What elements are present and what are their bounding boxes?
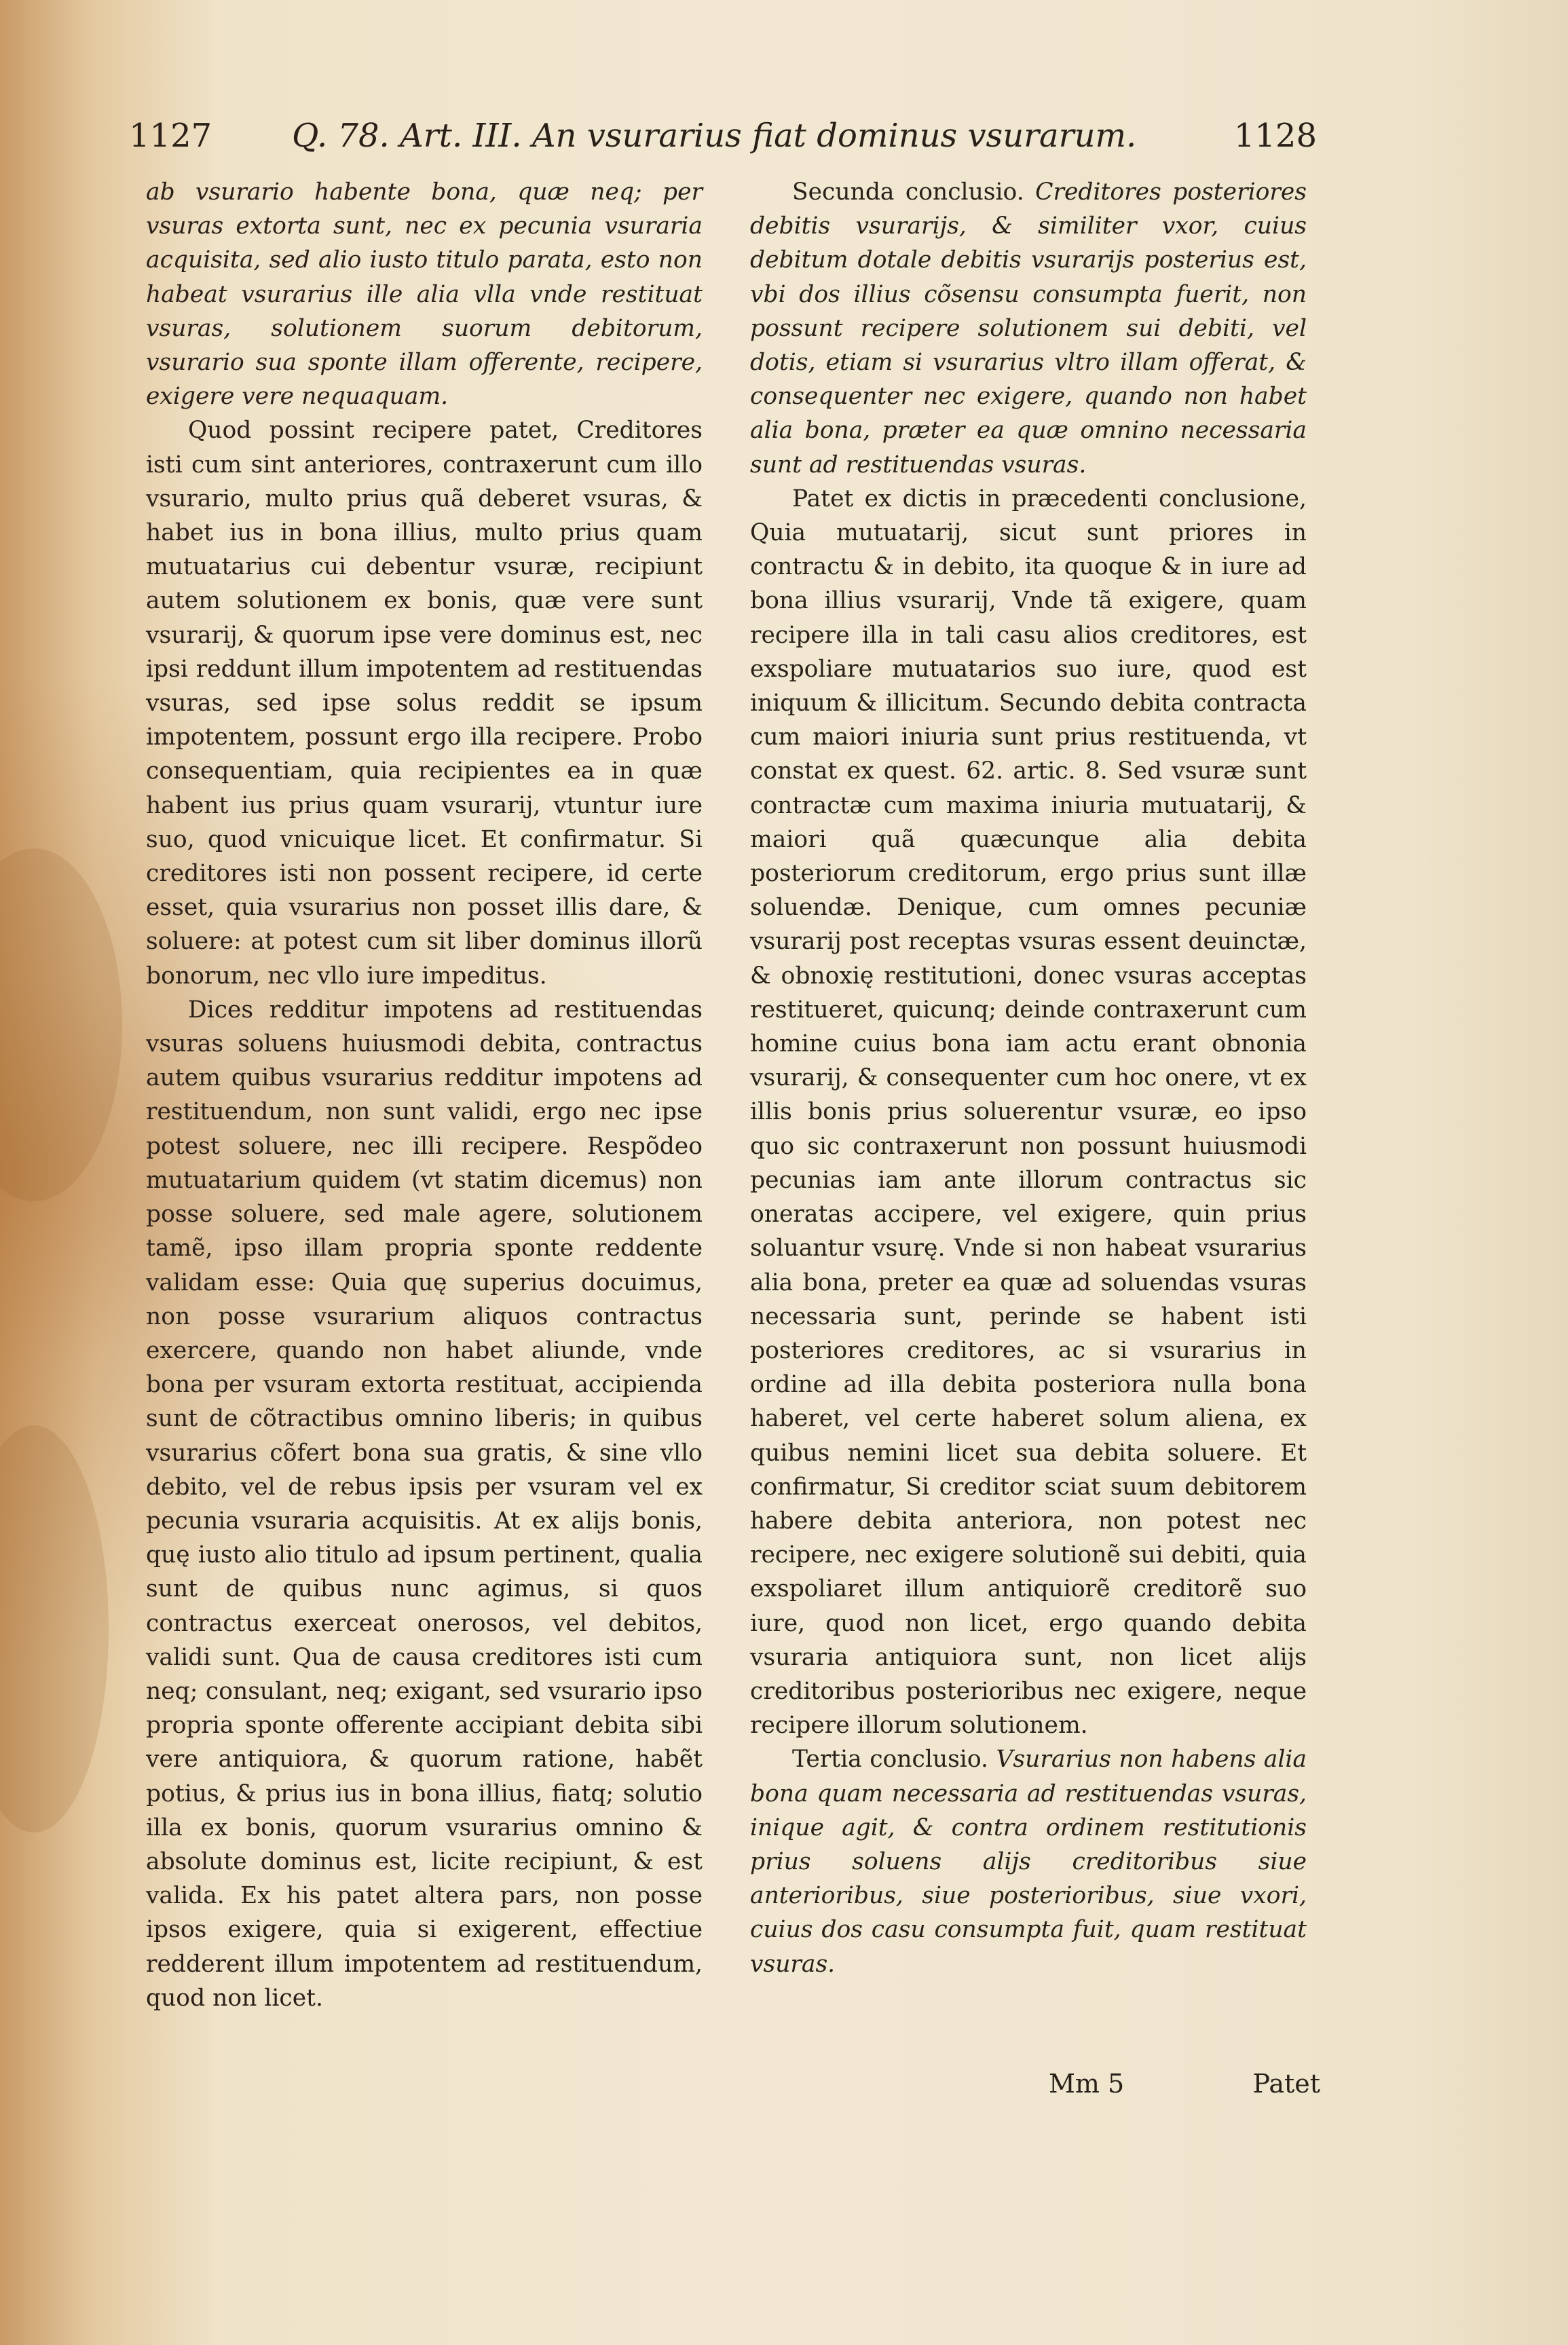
page-number-right: 1128 (1233, 117, 1317, 155)
third-conclusion-lead: Tertia conclusio. (792, 1746, 988, 1774)
running-head (129, 102, 1317, 170)
third-conclusion-text: Vsurarius non habens alia bona quam necessaria ad restituendas vsuras, inique agit, & contra ordinem restitutionis prius soluens alijs creditoribus siue anterioribus, siue posterioribus, siue vxori, cuius dos casu consumpta fuit, quam restituat vsuras. (750, 1746, 1307, 1978)
margin-stain (0, 848, 122, 1201)
second-conclusion-lead: Secunda conclusio. (792, 179, 1024, 206)
signature-mark: Mm 5 (1049, 2069, 1125, 2099)
third-conclusion (750, 1742, 1307, 1981)
page-footer (1049, 2063, 1320, 2104)
running-title: Q. 78. Art. III. An vsurarius fiat dominus vsurarum. (292, 117, 1137, 155)
second-conclusion (750, 175, 1307, 482)
left-paragraph-1: ab vsurario habente bona, quæ neq; per vsuras extorta sunt, nec ex pecunia vsuraria acquisita, sed alio iusto titulo parata, esto non habeat vsurarius ille alia vlla vnde restituat vsuras, solutionem suorum debitorum, vsurario sua sponte illam offerente, recipere, exigere vere nequaquam. (146, 179, 703, 411)
left-paragraph-2: Quod possint recipere patet, Creditores isti cum sint anteriores, contraxerunt cum illo vsurario, multo prius quã deberet vsuras, & habet ius in bona illius, multo prius quam mutuatarius cui debentur vsuræ, recipiunt autem solutionem ex bonis, quæ vere sunt vsurarij, & quorum ipse vere dominus est, nec ipsi reddunt illum impotentem ad restituendas vsuras, sed ipse solus reddit se ipsum impotentem, possunt ergo illa recipere. Probo consequentiam, quia recipientes ea in quæ habent ius prius quam vsurarij, vtuntur iure suo, quod vnicuique licet. Et confirmatur. Si creditores isti non possent recipere, id certe esset, quia vsurarius non posset illis dare, & soluere: at potest cum sit liber dominus illorũ bonorum, nec vllo iure impeditus. (146, 417, 703, 990)
catchword: Patet (1252, 2069, 1320, 2099)
second-conclusion-text: Creditores posteriores debitis vsurarijs, & similiter vxor, cuius debitum dotale debitis vsurarijs posterius est, vbi dos illius cõsensu consumpta fuerit, non possunt recipere solutionem sui debiti, vel dotis, etiam si vsurarius vltro illam offerat, & consequenter nec exigere, quando non habet alia bona, præter ea quæ omnino necessaria sunt ad restituendas vsuras. (750, 179, 1307, 479)
right-paragraph-2: Patet ex dictis in præcedenti conclusione, Quia mutuatarij, sicut sunt priores in contractu & in debito, ita quoque & in iure ad bona illius vsurarij, Vnde tã exigere, quam recipere illa in tali casu alios creditores, est exspoliare mutuatarios suo iure, quod est iniquum & illicitum. Secundo debita contracta cum maiori iniuria sunt prius restituenda, vt constat ex quest. 62. artic. 8. Sed vsuræ sunt contractæ cum maxima iniuria mutuatarij, & maiori quã quæcunque alia debita posteriorum creditorum, ergo prius sunt illæ soluendæ. Denique, cum omnes pecuniæ vsurarij post receptas vsuras essent deuinctæ, & obnoxię restitutioni, donec vsuras acceptas restitueret, quicunq; deinde contraxerunt cum homine cuius bona iam actu erant obnonia vsurarij, & consequenter cum hoc onere, vt ex illis bonis prius soluerentur vsuræ, eo ipso quo sic contraxerunt non possunt huiusmodi pecunias iam ante illorum contractus sic oneratas accipere, vel exigere, quin prius soluantur vsurę. Vnde si non habeat vsurarius alia bona, preter ea quæ ad soluendas vsuras necessaria sunt, perinde se habent isti posteriores creditores, ac si vsurarius in ordine ad illa debita posteriora nulla bona haberet, vel certe haberet solum aliena, ex quibus nemini licet sua debita soluere. Et confirmatur, Si creditor sciat suum debitorem habere debita anteriora, non potest nec recipere, nec exigere solutionẽ sui debiti, quia exspoliaret illum antiquiorẽ creditorẽ suo iure, quod non licet, ergo quando debita vsuraria antiquiora sunt, non licet alijs creditoribus posterioribus nec exigere, neque recipere illorum solutionem. (750, 485, 1307, 1740)
left-column (146, 175, 703, 2015)
margin-stain (0, 1425, 109, 1833)
page-number-left: 1127 (129, 117, 212, 155)
right-column (750, 175, 1307, 1981)
left-paragraph-3: Dices redditur impotens ad restituendas vsuras soluens huiusmodi debita, contractus autem quibus vsurarius redditur impotens ad restituendum, non sunt validi, ergo nec ipse potest soluere, nec illi recipere. Respõdeo mutuatarium quidem (vt statim dicemus) non posse soluere, sed male agere, solutionem tamẽ, ipso illam propria sponte reddente validam esse: Quia quę superius docuimus, non posse vsurarium aliquos contractus exercere, quando non habet aliunde, vnde bona per vsuram extorta restituat, accipienda sunt de cõtractibus omnino liberis; in quibus vsurarius cõfert bona sua gratis, & sine vllo debito, vel de rebus ipsis per vsuram vel ex pecunia vsuraria acquisitis. At ex alijs bonis, quę iusto alio titulo ad ipsum pertinent, qualia sunt de quibus nunc agimus, si quos contractus exerceat onerosos, vel debitos, validi sunt. Qua de causa creditores isti cum neq; consulant, neq; exigant, sed vsurario ipso propria sponte offerente accipiant debita sibi vere antiquiora, & quorum ratione, habẽt potius, & prius ius in bona illius, fiatq; solutio illa ex bonis, quorum vsurarius omnino & absolute dominus est, licite recipiunt, & est valida. Ex his patet altera pars, non posse ipsos exigere, quia si exigerent, effectiue redderent illum impotentem ad restituendum, quod non licet. (146, 996, 703, 2012)
